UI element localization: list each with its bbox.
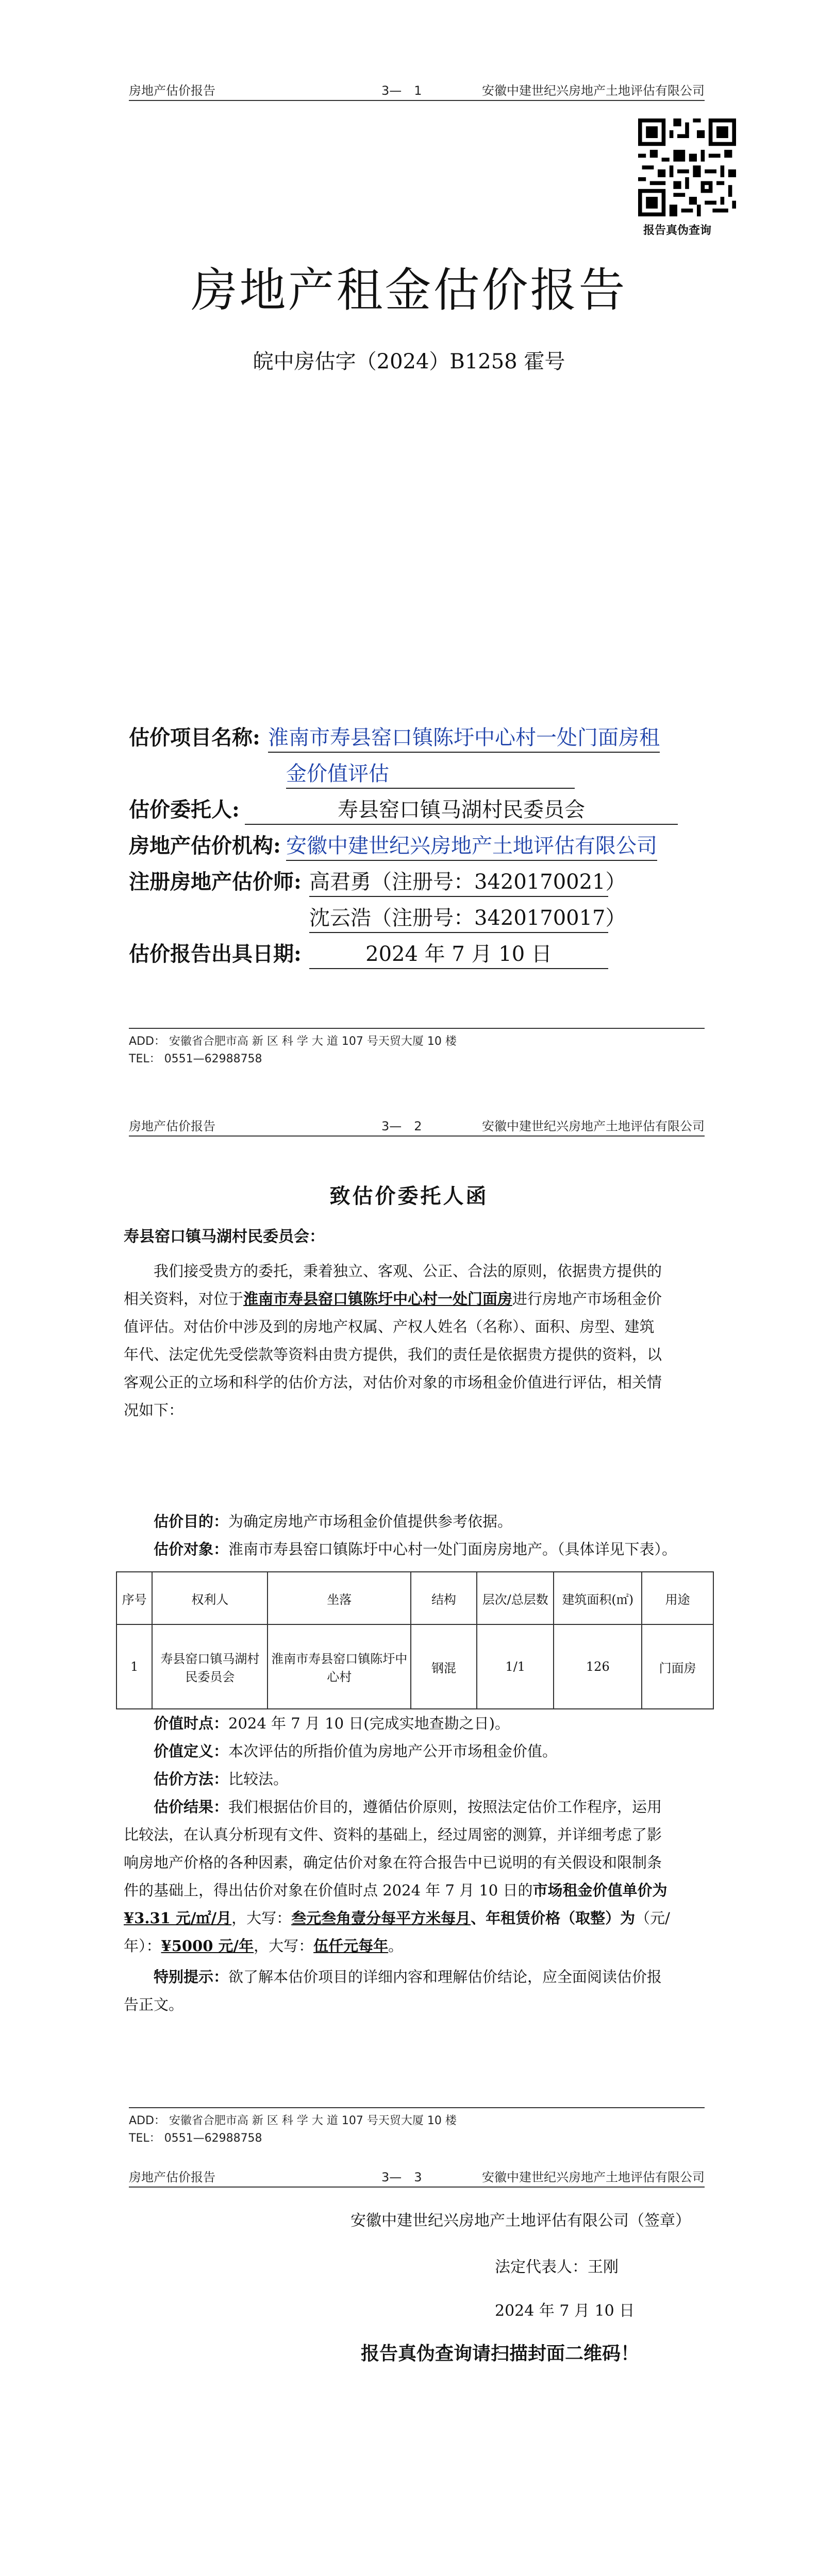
table-row [116, 1624, 713, 1709]
value-def-label: 价值定义： [154, 1742, 229, 1760]
verification-notice: 报告真伪查询请扫描封面二维码！ [361, 2343, 640, 2364]
unit-price: ¥3.31 元/㎡/月 [124, 1909, 232, 1927]
annual-rent: ¥5000 元/年 [161, 1937, 254, 1955]
header-left: 房地产估价报告 [129, 83, 215, 98]
intro-text: 相关资料，对位于 [124, 1290, 244, 1308]
header-right: 安徽中建世纪兴房地产土地评估有限公司 [482, 1119, 705, 1133]
appraiser-label: 注册房地产估价师: [129, 870, 302, 894]
value-def-value: 本次评估的所指价值为房地产公开市场租金价值。 [228, 1742, 558, 1760]
cover-page [0, 0, 818, 1097]
cell-area: 126 [554, 1624, 642, 1709]
header-page-number: 3— 2 [381, 1119, 422, 1133]
qr-code-icon[interactable] [638, 118, 736, 216]
value-time-line [124, 1709, 716, 1737]
result-text: 市场租金价值单价为 [532, 1882, 667, 1899]
header-left: 房地产估价报告 [129, 1119, 215, 1133]
col-header: 用途 [642, 1572, 713, 1624]
cell-structure: 钢混 [411, 1624, 477, 1709]
letter-addressee: 寿县窑口镇马湖村民委员会： [124, 1228, 325, 1246]
col-header: 权利人 [152, 1572, 268, 1624]
page-footer [129, 2107, 705, 2147]
intro-line: 我们接受贵方的委托，秉着独立、客观、公正、合法的原则，依据贵方提供的 [154, 1262, 662, 1280]
method-value: 比较法。 [228, 1770, 289, 1788]
intro-text: 进行房地产市场租金价 [512, 1290, 662, 1308]
project-name-value: 淮南市寿县窑口镇陈圩中心村一处门面房租 [268, 721, 660, 753]
purpose-line [124, 1507, 716, 1535]
value-time-label: 价值时点： [154, 1715, 229, 1732]
result-text: 件的基础上，得出估价对象在价值时点 2024 年 7 月 10 日的 [124, 1882, 533, 1899]
annual-rent-words: 伍仟元每年 [313, 1937, 389, 1955]
appraiser-2: 沈云浩（注册号：3420170017） [309, 902, 608, 933]
tip-text: 欲了解本估价项目的详细内容和理解估价结论，应全面阅读估价报 [228, 1968, 662, 1986]
page-header [129, 77, 705, 101]
tip-line: 告正文。 [124, 1996, 184, 2013]
intro-line: 况如下： [124, 1401, 184, 1419]
header-right: 安徽中建世纪兴房地产土地评估有限公司 [482, 2170, 705, 2184]
result-text: 。 [388, 1937, 404, 1955]
signature-company: 安徽中建世纪兴房地产土地评估有限公司（签章） [350, 2212, 691, 2230]
page-header [129, 2164, 705, 2188]
col-header: 坐落 [268, 1572, 410, 1624]
result-line [124, 1876, 716, 1904]
cell-usage: 门面房 [642, 1624, 713, 1709]
letter-title: 致估价委托人函 [329, 1184, 489, 1208]
client-label: 估价委托人: [129, 798, 240, 822]
appraiser-1: 高君勇（注册号：3420170021） [309, 866, 608, 897]
object-label: 估价对象： [154, 1540, 229, 1558]
footer-tel: TEL： 0551—62988758 [129, 1053, 262, 1065]
result-line: 比较法，在认真分析现有文件、资料的基础上，经过周密的测算，并详细考虑了影 [124, 1826, 662, 1843]
result-label: 估价结果： [154, 1798, 229, 1816]
tip-label: 特别提示： [154, 1968, 229, 1986]
cell-index: 1 [116, 1624, 152, 1709]
result-text: ，大写： [231, 1909, 292, 1927]
letter-intro [124, 1257, 716, 1424]
tip-line [124, 1963, 716, 1991]
client-value: 寿县窑口镇马湖村民委员会 [245, 793, 678, 825]
col-header: 层次/总层数 [477, 1572, 554, 1624]
header-page-number: 3— 3 [381, 2170, 422, 2184]
intro-line: 年代、法定优先受偿款等资料由贵方提供，我们的责任是依据贵方提供的资料，以 [124, 1346, 662, 1363]
report-title: 房地产租金估价报告 [191, 263, 627, 317]
value-def-line [124, 1737, 716, 1765]
page-header [129, 1113, 705, 1137]
signature-representative: 法定代表人：王刚 [495, 2258, 619, 2276]
intro-line: 客观公正的立场和科学的估价方法，对估价对象的市场租金价值进行评估，相关情 [124, 1374, 662, 1391]
result-text: 年）： [124, 1937, 161, 1955]
report-date-value: 2024 年 7 月 10 日 [309, 938, 608, 969]
tip-block [124, 1963, 716, 2019]
purpose-label: 估价目的： [154, 1513, 229, 1530]
intro-line [124, 1285, 716, 1313]
result-line [124, 1932, 716, 1960]
page-footer [129, 1028, 705, 1068]
result-text: （元/ [635, 1909, 670, 1927]
qr-caption: 报告真伪查询 [643, 224, 712, 237]
result-line: 响房地产价格的各种因素，确定估价对象在符合报告中已说明的有关假设和限制条 [124, 1854, 662, 1871]
unit-price-words: 叁元叁角壹分每平方米每月 [291, 1909, 471, 1927]
property-location: 淮南市寿县窑口镇陈圩中心村一处门面房 [243, 1290, 513, 1308]
signature-date: 2024 年 7 月 10 日 [495, 2302, 635, 2320]
purpose-value: 为确定房地产市场租金价值提供参考依据。 [228, 1513, 513, 1530]
cell-owner: 寿县窑口镇马湖村民委员会 [152, 1624, 268, 1709]
project-name-value-cont: 金价值评估 [286, 757, 575, 789]
report-number: 皖中房估字（2024）B1258 霍号 [253, 350, 565, 374]
intro-line: 值评估。对估价中涉及到的房地产权属、产权人姓名（名称）、面积、房型、建筑 [124, 1318, 655, 1335]
cover-info-block [129, 721, 722, 974]
report-date-label: 估价报告出具日期: [129, 942, 302, 966]
result-text: 我们根据估价目的，遵循估价原则，按照法定估价工作程序，运用 [228, 1798, 662, 1816]
agency-label: 房地产估价机构: [129, 834, 281, 858]
col-header: 序号 [116, 1572, 152, 1624]
cell-floor: 1/1 [477, 1624, 554, 1709]
cell-location: 淮南市寿县窑口镇陈圩中心村 [268, 1624, 410, 1709]
header-left: 房地产估价报告 [129, 2170, 215, 2184]
result-line [124, 1793, 716, 1821]
method-label: 估价方法： [154, 1770, 229, 1788]
property-table [116, 1571, 714, 1709]
result-line [124, 1904, 716, 1932]
col-header: 结构 [411, 1572, 477, 1624]
result-text: 、年租赁价格（取整）为 [471, 1909, 636, 1927]
project-name-label: 估价项目名称: [129, 725, 260, 750]
agency-value: 安徽中建世纪兴房地产土地评估有限公司 [286, 829, 657, 861]
col-header: 建筑面积(㎡) [554, 1572, 642, 1624]
header-right: 安徽中建世纪兴房地产土地评估有限公司 [482, 83, 705, 98]
result-text: ，大写： [254, 1937, 314, 1955]
footer-address: ADD： 安徽省合肥市高 新 区 科 学 大 道 107 号天贸大厦 10 楼 [129, 2114, 457, 2127]
table-header-row [116, 1572, 713, 1624]
object-line [124, 1535, 716, 1563]
object-value: 淮南市寿县窑口镇陈圩中心村一处门面房房地产。（具体详见下表）。 [228, 1540, 677, 1558]
value-time-value: 2024 年 7 月 10 日(完成实地查勘之日)。 [228, 1715, 510, 1732]
method-line [124, 1765, 716, 1793]
header-page-number: 3— 1 [381, 83, 422, 98]
result-block [124, 1793, 716, 1960]
footer-address: ADD： 安徽省合肥市高 新 区 科 学 大 道 107 号天贸大厦 10 楼 [129, 1035, 457, 1048]
footer-tel: TEL： 0551—62988758 [129, 2132, 262, 2145]
